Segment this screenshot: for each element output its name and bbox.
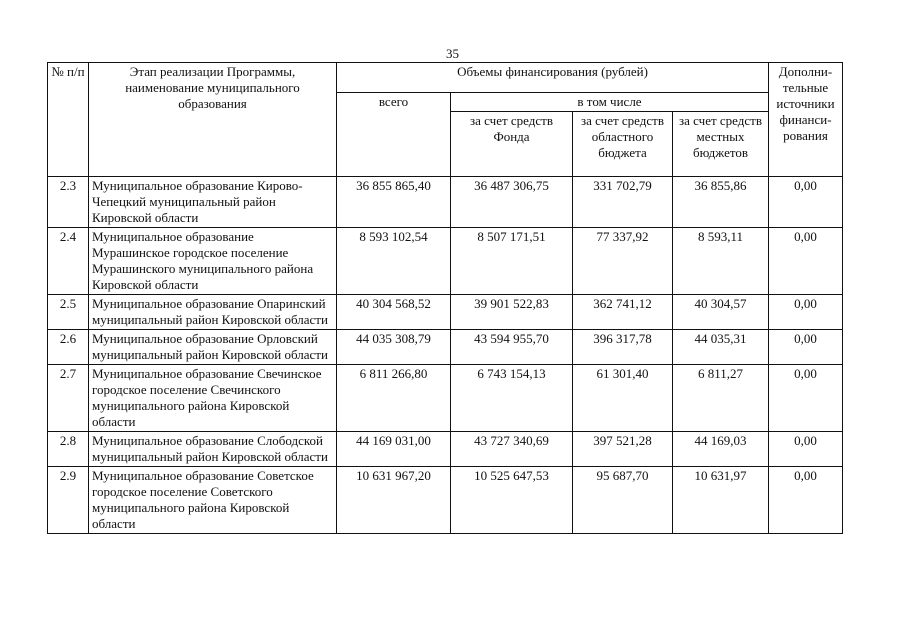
cell-fund: 36 487 306,75 (451, 177, 573, 228)
cell-local: 44 035,31 (673, 330, 769, 365)
header-stage: Этап реализации Программы, наименование муниципального образования (89, 63, 337, 177)
cell-num: 2.5 (48, 295, 89, 330)
cell-num: 2.8 (48, 432, 89, 467)
cell-regional: 396 317,78 (573, 330, 673, 365)
cell-fund: 39 901 522,83 (451, 295, 573, 330)
cell-name: Муниципальное образование Мурашинское городское поселение Мурашинского муниципального района Кировской области (89, 228, 337, 295)
cell-name: Муниципальное образование Кирово-Чепецкий муниципальный район Кировской области (89, 177, 337, 228)
cell-fund: 10 525 647,53 (451, 467, 573, 534)
financing-table (47, 62, 843, 534)
header-local: за счет средств местных бюджетов (673, 112, 769, 177)
cell-local: 44 169,03 (673, 432, 769, 467)
cell-name: Муниципальное образование Свечинское городское поселение Свечинского муниципального района Кировской области (89, 365, 337, 432)
cell-total: 8 593 102,54 (337, 228, 451, 295)
table-row (48, 295, 843, 330)
cell-regional: 362 741,12 (573, 295, 673, 330)
cell-name: Муниципальное образование Советское городское поселение Советского муниципального района Кировской области (89, 467, 337, 534)
cell-local: 8 593,11 (673, 228, 769, 295)
cell-name: Муниципальное образование Слободской муниципальный район Кировской области (89, 432, 337, 467)
cell-total: 6 811 266,80 (337, 365, 451, 432)
cell-total: 10 631 967,20 (337, 467, 451, 534)
cell-additional: 0,00 (769, 295, 843, 330)
cell-num: 2.3 (48, 177, 89, 228)
table-row (48, 467, 843, 534)
cell-fund: 43 594 955,70 (451, 330, 573, 365)
cell-additional: 0,00 (769, 228, 843, 295)
cell-fund: 8 507 171,51 (451, 228, 573, 295)
header-regional: за счет средств областного бюджета (573, 112, 673, 177)
header-num: № п/п (48, 63, 89, 177)
cell-total: 40 304 568,52 (337, 295, 451, 330)
cell-regional: 77 337,92 (573, 228, 673, 295)
header-fund: за счет средств Фонда (451, 112, 573, 177)
cell-num: 2.6 (48, 330, 89, 365)
cell-additional: 0,00 (769, 177, 843, 228)
cell-additional: 0,00 (769, 330, 843, 365)
cell-additional: 0,00 (769, 365, 843, 432)
page-number: 35 (446, 46, 459, 61)
cell-total: 44 169 031,00 (337, 432, 451, 467)
header-volumes: Объемы финансирования (рублей) (337, 63, 769, 93)
table-row (48, 330, 843, 365)
cell-fund: 6 743 154,13 (451, 365, 573, 432)
cell-num: 2.7 (48, 365, 89, 432)
cell-local: 10 631,97 (673, 467, 769, 534)
header-total: всего (337, 93, 451, 177)
cell-local: 6 811,27 (673, 365, 769, 432)
cell-total: 36 855 865,40 (337, 177, 451, 228)
cell-regional: 331 702,79 (573, 177, 673, 228)
table-row (48, 228, 843, 295)
cell-regional: 95 687,70 (573, 467, 673, 534)
table-row (48, 432, 843, 467)
cell-name: Муниципальное образование Опаринский муниципальный район Кировской области (89, 295, 337, 330)
table-row (48, 365, 843, 432)
table-body (48, 177, 843, 534)
header-additional: Дополни-тельные источники финанси-рования (769, 63, 843, 177)
cell-num: 2.4 (48, 228, 89, 295)
cell-name: Муниципальное образование Орловский муниципальный район Кировской области (89, 330, 337, 365)
cell-local: 40 304,57 (673, 295, 769, 330)
cell-num: 2.9 (48, 467, 89, 534)
cell-local: 36 855,86 (673, 177, 769, 228)
cell-regional: 61 301,40 (573, 365, 673, 432)
cell-additional: 0,00 (769, 467, 843, 534)
header-including: в том числе (451, 93, 769, 112)
cell-additional: 0,00 (769, 432, 843, 467)
cell-total: 44 035 308,79 (337, 330, 451, 365)
cell-fund: 43 727 340,69 (451, 432, 573, 467)
table-row (48, 177, 843, 228)
cell-regional: 397 521,28 (573, 432, 673, 467)
